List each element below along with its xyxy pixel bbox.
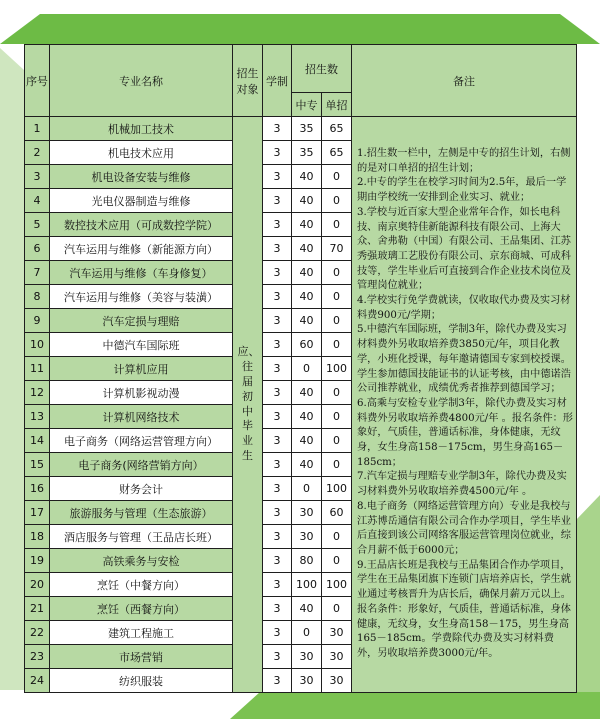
danzhao-count: 0 [322, 189, 352, 213]
major-name: 机械加工技术 [50, 117, 233, 141]
zhongzhuan-count: 40 [292, 381, 322, 405]
major-name: 纺织服装 [50, 669, 233, 693]
danzhao-count: 0 [322, 381, 352, 405]
row-number: 16 [25, 477, 50, 501]
zhongzhuan-count: 40 [292, 237, 322, 261]
row-number: 24 [25, 669, 50, 693]
row-number: 13 [25, 405, 50, 429]
zhongzhuan-count: 80 [292, 549, 322, 573]
row-number: 5 [25, 213, 50, 237]
duration-value: 3 [263, 333, 292, 357]
danzhao-count: 0 [322, 453, 352, 477]
row-number: 15 [25, 453, 50, 477]
row-number: 21 [25, 597, 50, 621]
duration-value: 3 [263, 405, 292, 429]
danzhao-count: 0 [322, 597, 352, 621]
header-target: 招生对象 [233, 45, 263, 117]
row-number: 8 [25, 285, 50, 309]
zhongzhuan-count: 0 [292, 477, 322, 501]
zhongzhuan-count: 40 [292, 213, 322, 237]
duration-value: 3 [263, 261, 292, 285]
target-cell [233, 117, 263, 693]
zhongzhuan-count: 40 [292, 189, 322, 213]
major-name: 光电仪器制造与维修 [50, 189, 233, 213]
zhongzhuan-count: 30 [292, 669, 322, 693]
danzhao-count: 0 [322, 213, 352, 237]
major-name: 建筑工程施工 [50, 621, 233, 645]
zhongzhuan-count: 40 [292, 285, 322, 309]
duration-value: 3 [263, 477, 292, 501]
danzhao-count: 0 [322, 549, 352, 573]
danzhao-count: 30 [322, 669, 352, 693]
duration-value: 3 [263, 645, 292, 669]
zhongzhuan-count: 35 [292, 141, 322, 165]
zhongzhuan-count: 40 [292, 309, 322, 333]
row-number: 12 [25, 381, 50, 405]
danzhao-count: 0 [322, 333, 352, 357]
major-name: 汽车运用与维修（新能源方向） [50, 237, 233, 261]
major-name: 汽车运用与维修（美容与装潢） [50, 285, 233, 309]
danzhao-count: 70 [322, 237, 352, 261]
header-enroll: 招生数 [292, 45, 352, 93]
target-text: 应、往届初中毕业生 [237, 345, 260, 463]
duration-value: 3 [263, 237, 292, 261]
major-name: 酒店服务与管理（王品店长班） [50, 525, 233, 549]
duration-value: 3 [263, 309, 292, 333]
row-number: 1 [25, 117, 50, 141]
duration-value: 3 [263, 213, 292, 237]
header-duration: 学制 [263, 45, 292, 117]
major-name: 烹饪（中餐方向） [50, 573, 233, 597]
duration-value: 3 [263, 669, 292, 693]
danzhao-count: 60 [322, 501, 352, 525]
row-number: 9 [25, 309, 50, 333]
row-number: 22 [25, 621, 50, 645]
zhongzhuan-count: 30 [292, 525, 322, 549]
row-number: 19 [25, 549, 50, 573]
major-name: 电子商务(网络营销方向） [50, 453, 233, 477]
notes-cell: 1.招生数一栏中，左侧是中专的招生计划，右侧的是对口单招的招生计划； 2.中专的学生在校学习时间为2.5年，最后一学期由学校统一安排到企业实习、就业； 3.学校与近百家大型企业常年合作，如长电科技、南京奥特佳新能源科技有限公司、上海大众、舍弗勒（中国）有限公司、王品集团、江苏秀强玻璃工艺股份有限公司、京东商城、可成科技等，学生毕业后可直接到合作企业技术岗位及管理岗位就业； 4.学校实行免学费就读，仅收取代办费及实习材料费900元/学期； 5.中德汽车国际班，学制3年，除代办费及实习材料费外另收取培养费3850元/年，项目化教学，小班化授课，每年邀请德国专家到校授课。学生参加德国技能证书的认证考核，由中德诺浩公司推荐就业，成绩优秀者推荐到德国学习； 6.高乘与安检专业学制3年，除代办费及实习材料费外另收取培养费4800元/年 。报名条件：形象好，气质佳，普通话标准，身体健康，无纹身，女生身高158－175cm，男生身高165－185cm； 7.汽车定损与理赔专业学制3年，除代办费及实习材料费外另收取培养费4500元/年 。 8.电子商务（网络运营管理方向）专业是我校与江苏博岳通信有限公司合作办学项目，学生毕业后直接到该公司网络客服运营管理岗位就业，综合月薪不低于6000元； 9.王品店长班是我校与王品集团合作办学项目，学生在王品集团旗下连锁门店培养店长，学生就业通过考核晋升为店长后，确保月薪万元以上。报名条件：形象好，气质佳，普通话标准，身体健康，无纹身，女生身高158－175，男生身高165－185cm。学费除代办费及实习材料费外，另收取培养费3000元/年。 [352, 117, 577, 693]
duration-value: 3 [263, 357, 292, 381]
major-name: 计算机网络技术 [50, 405, 233, 429]
zhongzhuan-count: 30 [292, 501, 322, 525]
major-name: 计算机影视动漫 [50, 381, 233, 405]
row-number: 11 [25, 357, 50, 381]
row-number: 6 [25, 237, 50, 261]
row-number: 17 [25, 501, 50, 525]
danzhao-count: 65 [322, 141, 352, 165]
danzhao-count: 0 [322, 165, 352, 189]
row-number: 18 [25, 525, 50, 549]
zhongzhuan-count: 100 [292, 573, 322, 597]
danzhao-count: 65 [322, 117, 352, 141]
row-number: 10 [25, 333, 50, 357]
zhongzhuan-count: 40 [292, 405, 322, 429]
major-name: 机电技术应用 [50, 141, 233, 165]
duration-value: 3 [263, 597, 292, 621]
danzhao-count: 100 [322, 357, 352, 381]
row-number: 4 [25, 189, 50, 213]
zhongzhuan-count: 40 [292, 165, 322, 189]
major-name: 电子商务（网络运营管理方向） [50, 429, 233, 453]
danzhao-count: 100 [322, 477, 352, 501]
duration-value: 3 [263, 453, 292, 477]
header-seq: 序号 [25, 45, 50, 117]
duration-value: 3 [263, 189, 292, 213]
zhongzhuan-count: 30 [292, 645, 322, 669]
zhongzhuan-count: 0 [292, 357, 322, 381]
row-number: 3 [25, 165, 50, 189]
major-name: 机电设备安装与维修 [50, 165, 233, 189]
duration-value: 3 [263, 549, 292, 573]
zhongzhuan-count: 40 [292, 261, 322, 285]
major-name: 市场营销 [50, 645, 233, 669]
duration-value: 3 [263, 429, 292, 453]
zhongzhuan-count: 60 [292, 333, 322, 357]
danzhao-count: 0 [322, 405, 352, 429]
row-number: 7 [25, 261, 50, 285]
major-name: 计算机应用 [50, 357, 233, 381]
major-name: 财务会计 [50, 477, 233, 501]
duration-value: 3 [263, 501, 292, 525]
major-name: 旅游服务与管理（生态旅游） [50, 501, 233, 525]
major-name: 高铁乘务与安检 [50, 549, 233, 573]
duration-value: 3 [263, 285, 292, 309]
danzhao-count: 30 [322, 645, 352, 669]
major-name: 烹饪（西餐方向） [50, 597, 233, 621]
danzhao-count: 0 [322, 525, 352, 549]
header-notes: 备注 [352, 45, 577, 117]
danzhao-count: 0 [322, 309, 352, 333]
danzhao-count: 0 [322, 261, 352, 285]
duration-value: 3 [263, 525, 292, 549]
duration-value: 3 [263, 573, 292, 597]
duration-value: 3 [263, 117, 292, 141]
duration-value: 3 [263, 621, 292, 645]
danzhao-count: 30 [322, 621, 352, 645]
major-name: 中德汽车国际班 [50, 333, 233, 357]
zhongzhuan-count: 40 [292, 597, 322, 621]
major-name: 数控技术应用（可成数控学院） [50, 213, 233, 237]
danzhao-count: 0 [322, 429, 352, 453]
duration-value: 3 [263, 141, 292, 165]
duration-value: 3 [263, 381, 292, 405]
duration-value: 3 [263, 165, 292, 189]
header-zhongzhuan: 中专 [292, 93, 322, 117]
row-number: 2 [25, 141, 50, 165]
table-row [25, 117, 577, 141]
zhongzhuan-count: 40 [292, 429, 322, 453]
zhongzhuan-count: 0 [292, 621, 322, 645]
zhongzhuan-count: 35 [292, 117, 322, 141]
header-major: 专业名称 [50, 45, 233, 117]
row-number: 23 [25, 645, 50, 669]
header-danzhao: 单招 [322, 93, 352, 117]
danzhao-count: 100 [322, 573, 352, 597]
row-number: 14 [25, 429, 50, 453]
danzhao-count: 0 [322, 285, 352, 309]
major-name: 汽车定损与理赔 [50, 309, 233, 333]
enrollment-table [24, 44, 577, 693]
row-number: 20 [25, 573, 50, 597]
major-name: 汽车运用与维修（车身修复） [50, 261, 233, 285]
zhongzhuan-count: 40 [292, 453, 322, 477]
